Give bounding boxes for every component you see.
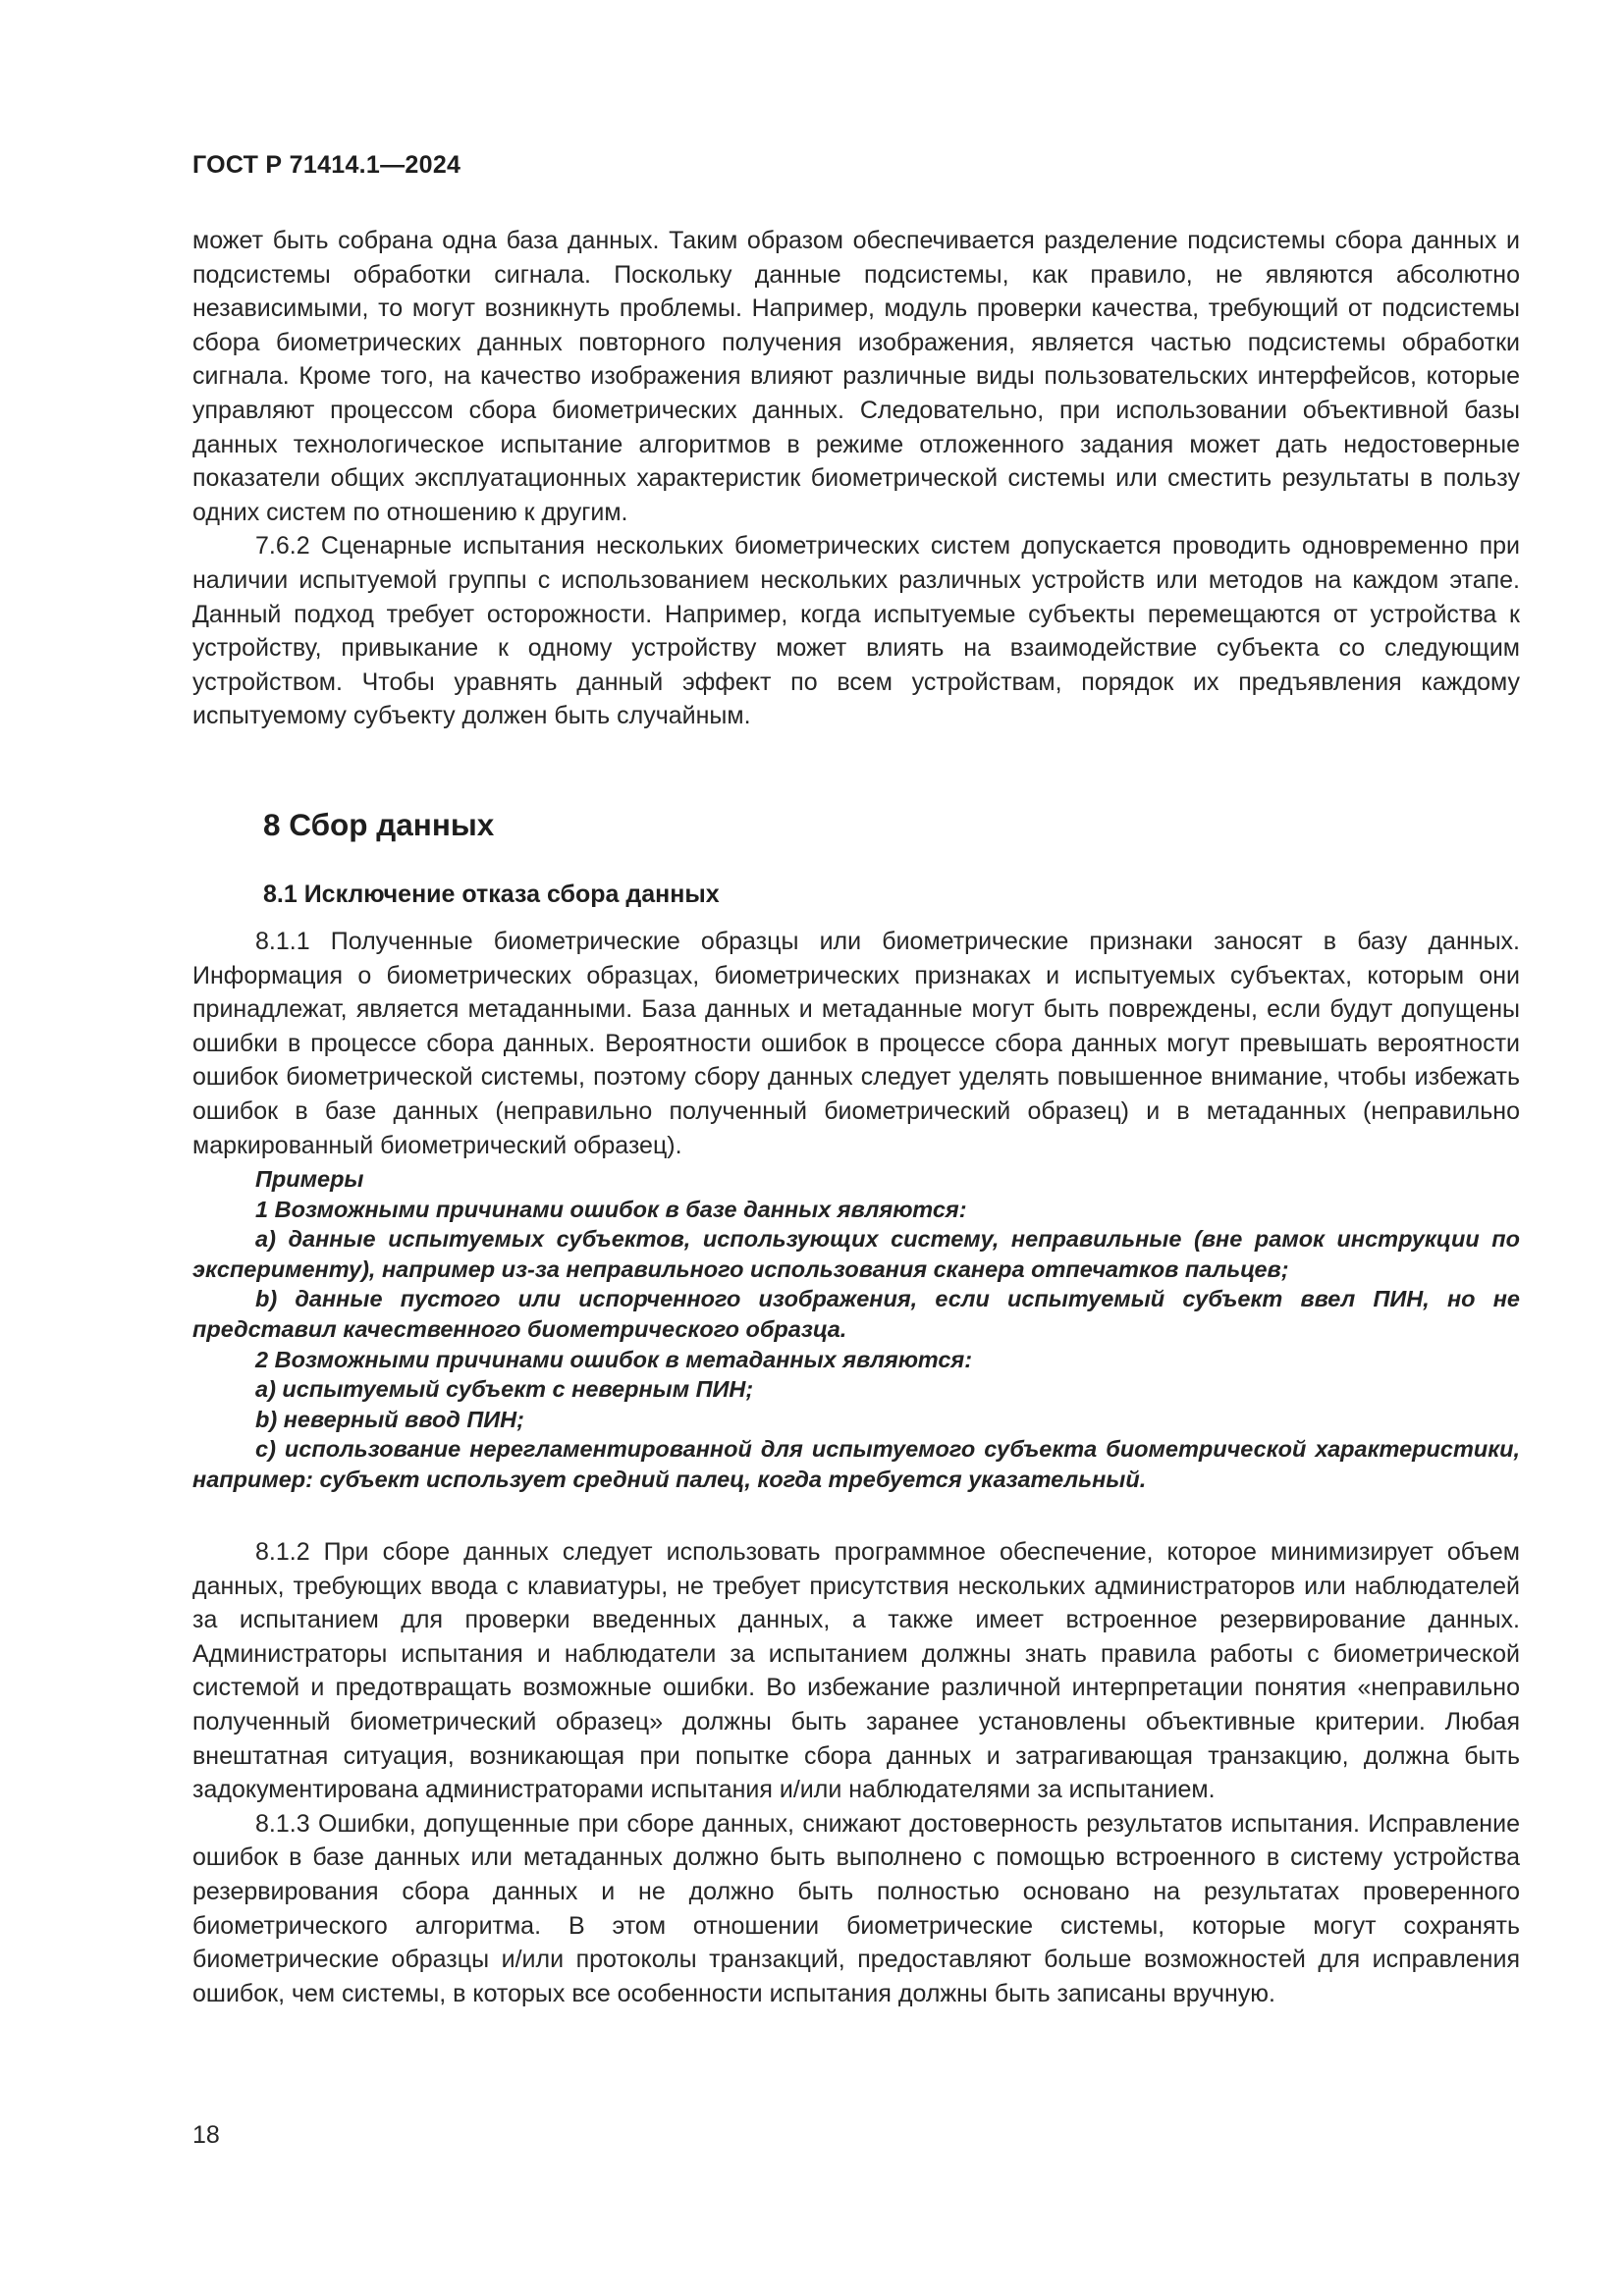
example-1b: b) данные пустого или испорченного изображения, если испытуемый субъект ввел ПИН, но не представил качественного биометрического образца. (192, 1286, 1520, 1342)
page-number: 18 (192, 2121, 220, 2149)
example-1a: a) данные испытуемых субъектов, использующих систему, неправильные (вне рамок инструкции по эксперименту), например из-за неправильного использования сканера отпечатков пальцев; (192, 1226, 1520, 1282)
paragraph-8-1-2: 8.1.2 При сборе данных следует использовать программное обеспечение, которое минимизирует объем данных, требующих ввода с клавиатуры, не требует присутствия нескольких администраторов или наблюдателей за испытанием для проверки введенных данных, а также имеет встроенное резервирование данных. Администраторы испытания и наблюдатели за испытанием должны знать правила работы с биометрической системой и предотвращать возможные ошибки. Во избежание различной интерпретации понятия «неправильно полученный биометрический образец» должны быть заранее установлены объективные критерии. Любая внештатная ситуация, возникающая при попытке сбора данных и затрагивающая транзакцию, должна быть задокументирована администраторами испытания и/или наблюдателями за испытанием. (192, 1538, 1520, 1804)
example-2b: b) неверный ввод ПИН; (255, 1406, 524, 1432)
example-1: 1 Возможными причинами ошибок в базе данных являются: (255, 1196, 967, 1222)
intro-text-block (192, 224, 1520, 733)
paragraph-8-1-1: 8.1.1 Полученные биометрические образцы или биометрические признаки заносят в базу данных. Информация о биометрических образцах, биометрических признаках и испытуемых субъектах, которым они принадлежат, является метаданными. База данных и метаданные могут быть повреждены, если будут допущены ошибки в процессе сбора данных. Вероятности ошибок в процессе сбора данных могут превышать вероятности ошибок биометрической системы, поэтому сбору данных следует уделять повышенное внимание, чтобы избежать ошибок в базе данных (неправильно полученный биометрический образец) и в метаданных (неправильно маркированный биометрический образец). (192, 928, 1520, 1159)
section-title: 8 Сбор данных (263, 807, 495, 842)
section-8-1-text-block (192, 925, 1520, 1162)
example-2c: c) использование нерегламентированной для испытуемого субъекта биометрической характеристики, например: субъект использует средний палец, когда требуется указательный. (192, 1436, 1520, 1492)
document-header: ГОСТ Р 71414.1—2024 (192, 151, 461, 179)
paragraph-8-1-3: 8.1.3 Ошибки, допущенные при сборе данных, снижают достоверность результатов испытания. Исправление ошибок в базе данных или метаданных должно быть выполнено с помощью встроенного в систему устройства резервирования сбора данных и не должно быть полностью основано на результатах проверенного биометрического алгоритма. В этом отношении биометрические системы, которые могут сохранять биометрические образцы и/или протоколы транзакций, предоставляют больше возможностей для исправления ошибок, чем системы, в которых все особенности испытания должны быть записаны вручную. (192, 1809, 1520, 2007)
example-2: 2 Возможными причинами ошибок в метаданных являются: (255, 1346, 973, 1372)
examples-heading: Примеры (255, 1166, 364, 1192)
paragraph-7-6-2: 7.6.2 Сценарные испытания нескольких биометрических систем допускается проводить одновременно при наличии испытуемой группы с использованием нескольких различных устройств или методов на каждом этапе. Данный подход требует осторожности. Например, когда испытуемые субъекты перемещаются от устройства к устройству, привыкание к одному устройству может влиять на взаимодействие субъекта со следующим устройством. Чтобы уравнять данный эффект по всем устройствам, порядок их предъявления каждому испытуемому субъекту должен быть случайным. (192, 532, 1520, 730)
closing-text-block (192, 1535, 1520, 2010)
examples-block (192, 1164, 1520, 1495)
paragraph-continuation: может быть собрана одна база данных. Таким образом обеспечивается разделение подсистемы сбора данных и подсистемы обработки сигнала. Поскольку данные подсистемы, как правило, не являются абсолютно независимыми, то могут возникнуть проблемы. Например, модуль проверки качества, требующий от подсистемы сбора биометрических данных повторного получения изображения, является частью подсистемы обработки сигнала. Кроме того, на качество изображения влияют различные виды пользовательских интерфейсов, которые управляют процессом сбора биометрических данных. Следовательно, при использовании объективной базы данных технологическое испытание алгоритмов в режиме отложенного задания может дать недостоверные показатели общих эксплуатационных характеристик биометрической системы или сместить результаты в пользу одних систем по отношению к другим. (192, 227, 1520, 526)
subsection-title: 8.1 Исключение отказа сбора данных (263, 881, 720, 908)
example-2a: a) испытуемый субъект с неверным ПИН; (255, 1376, 754, 1403)
